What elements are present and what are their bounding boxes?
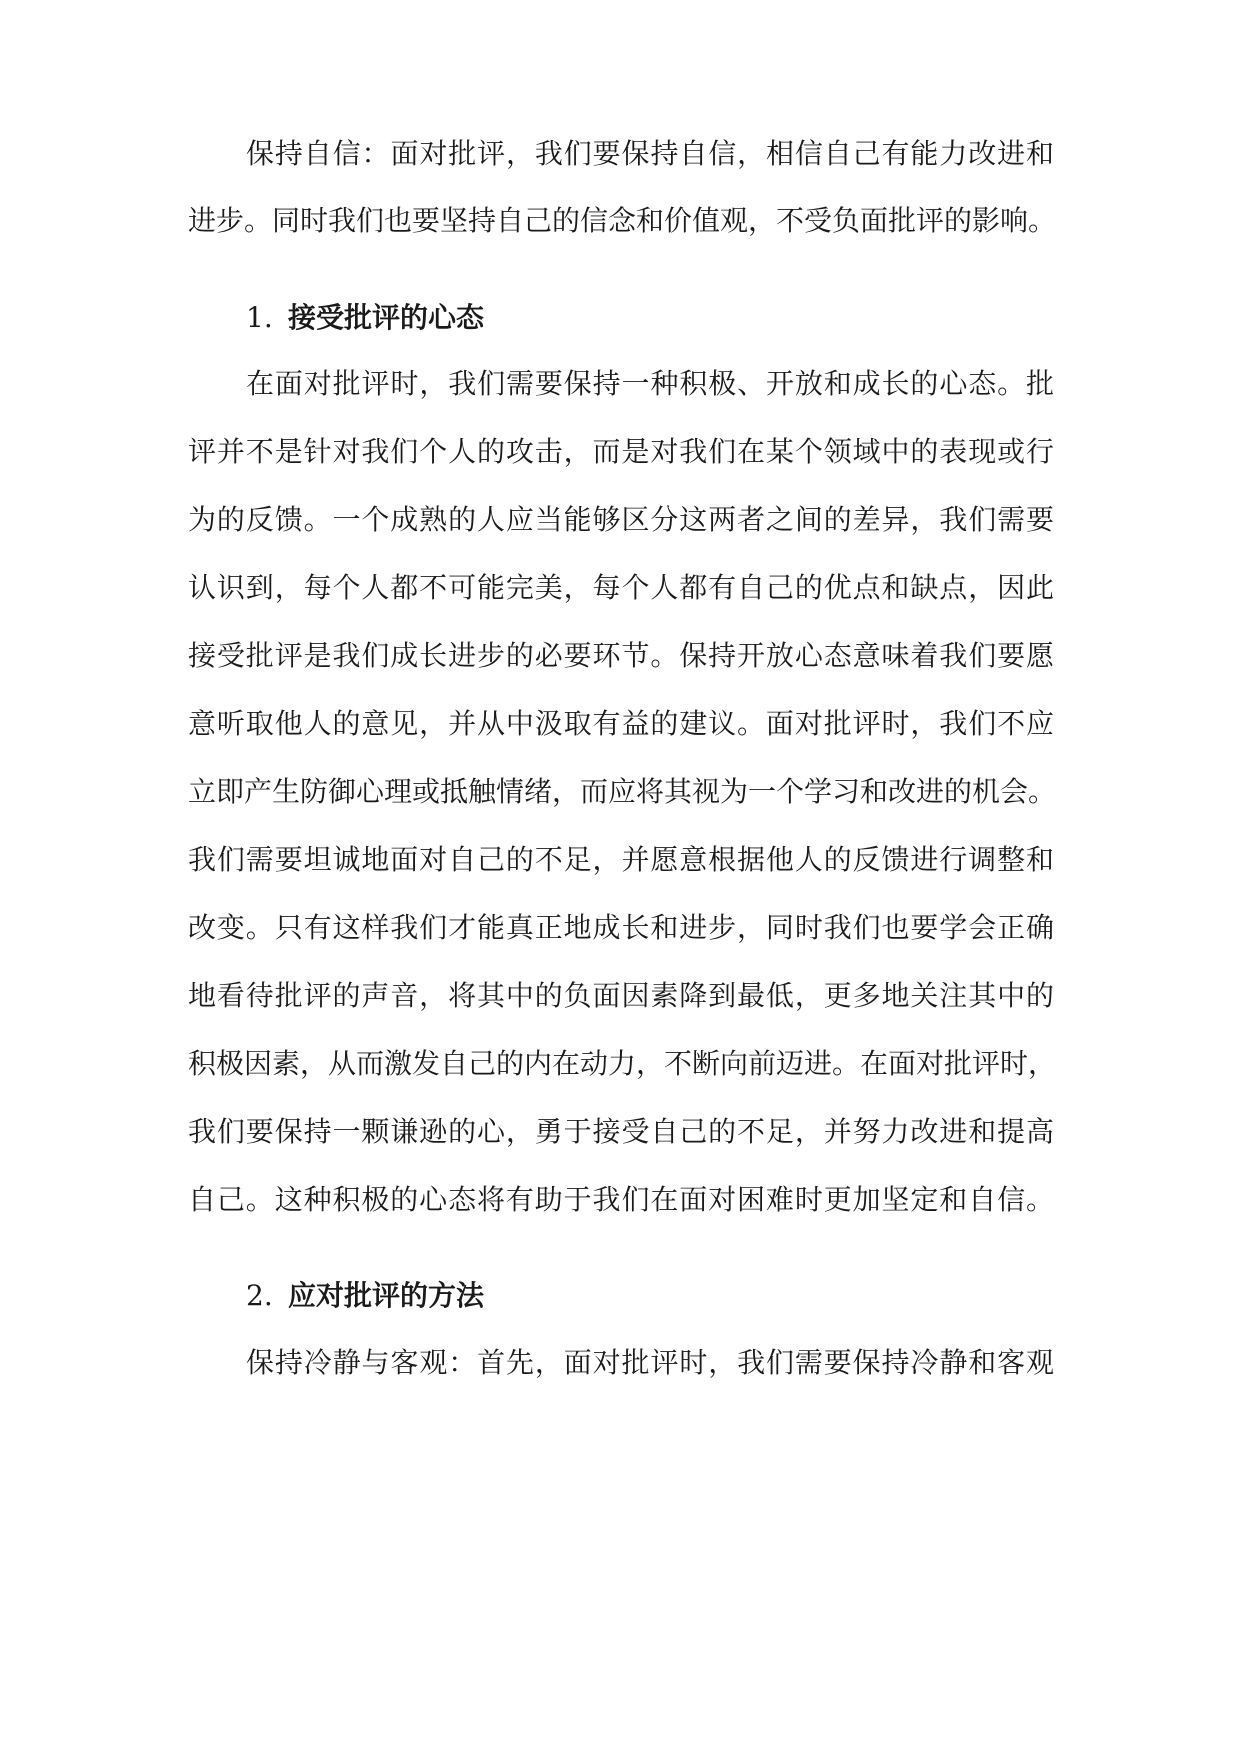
intro-line-2: 进步。同时我们也要坚持自己的信念和价值观，不受负面批评的影响。 — [188, 204, 1057, 237]
section-1-line-8: 我们需要坦诚地面对自己的不足，并愿意根据他人的反馈进行调整和 — [188, 843, 1054, 876]
section-1-heading — [246, 296, 484, 340]
section-2-title: 应对批评的方法 — [288, 1279, 485, 1312]
section-1-line-10: 地看待批评的声音，将其中的负面因素降到最低，更多地关注其中的 — [188, 979, 1054, 1012]
section-1-line-12: 我们要保持一颗谦逊的心，勇于接受自己的不足，并努力改进和提高 — [188, 1115, 1054, 1148]
section-2-number: 2. — [246, 1279, 273, 1312]
section-1-title: 接受批评的心态 — [288, 301, 485, 334]
section-2-line-1: 保持冷静与客观：首先，面对批评时，我们需要保持冷静和客观 — [246, 1346, 1054, 1379]
section-1-line-7: 立即产生防御心理或抵触情绪，而应将其视为一个学习和改进的机会。 — [188, 775, 1057, 808]
section-1-line-6: 意听取他人的意见，并从中汲取有益的建议。面对批评时，我们不应 — [188, 707, 1054, 740]
section-1-line-3: 为的反馈。一个成熟的人应当能够区分这两者之间的差异，我们需要 — [188, 503, 1054, 536]
section-1-number: 1. — [246, 301, 273, 334]
section-1-line-9: 改变。只有这样我们才能真正地成长和进步，同时我们也要学会正确 — [188, 911, 1054, 944]
section-1-line-13: 自己。这种积极的心态将有助于我们在面对困难时更加坚定和自信。 — [188, 1183, 1054, 1216]
intro-line-1: 保持自信：面对批评，我们要保持自信，相信自己有能力改进和 — [246, 137, 1054, 170]
section-1-line-2: 评并不是针对我们个人的攻击，而是对我们在某个领域中的表现或行 — [188, 435, 1054, 468]
section-1-line-5: 接受批评是我们成长进步的必要环节。保持开放心态意味着我们要愿 — [188, 639, 1054, 672]
section-2-heading — [246, 1274, 484, 1318]
section-1-line-1: 在面对批评时，我们需要保持一种积极、开放和成长的心态。批 — [246, 367, 1054, 400]
section-1-line-11: 积极因素，从而激发自己的内在动力，不断向前迈进。在面对批评时， — [188, 1047, 1057, 1080]
section-1-line-4: 认识到，每个人都不可能完美，每个人都有自己的优点和缺点，因此 — [188, 571, 1054, 604]
